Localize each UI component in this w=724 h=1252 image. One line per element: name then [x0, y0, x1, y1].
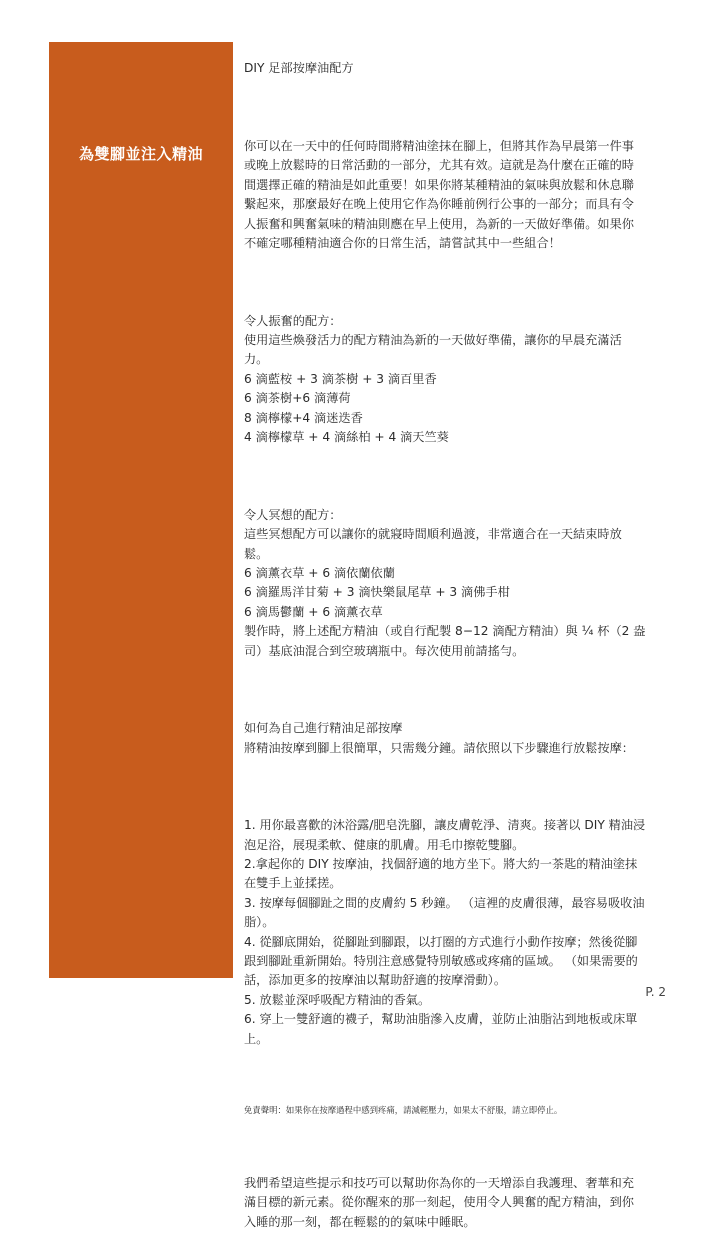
- disclaimer: 免責聲明：如果你在按摩過程中感到疼痛，請減輕壓力，如果太不舒服，請立即停止。: [244, 1104, 563, 1115]
- closing-paragraph: 我們希望這些提示和技巧可以幫助你為你的一天增添自我護理、奢華和充 滿目標的新元素。從你醒來的那一刻起，使用令人興奮的配方精油，到你 入睡的那一刻，都在輕鬆的的氣味中睡眠。: [244, 1176, 634, 1229]
- page-number: P. 2: [645, 985, 666, 999]
- meditate-recipes: 令人冥想的配方： 這些冥想配方可以讓你的就寢時間順利過渡，非常適合在一天結束時放 鬆。 6 滴薰衣草 + 6 滴依蘭依蘭 6 滴羅馬洋甘菊 + 3 滴快樂鼠尾草 + 3 滴佛手柑 6 滴馬鬱蘭 + 6 滴薰衣草 製作時，將上述配方精油（或自行配製 8−12 滴配方精油）與 ¼ 杯（2 盎 司）基底油混合到空玻璃瓶中。每次使用前請搖勻。: [244, 507, 646, 658]
- howto-intro: 如何為自己進行精油足部按摩 將精油按摩到腳上很簡單，只需幾分鐘。請依照以下步驟進行放鬆按摩：: [244, 721, 634, 755]
- sidebar-panel: [49, 42, 233, 978]
- article-body: [244, 40, 689, 1252]
- massage-steps: 1. 用你最喜歡的沐浴露/肥皂洗腳，讓皮膚乾淨、清爽。接著以 DIY 精油浸 泡足浴，展現柔軟、健康的肌膚。用毛巾擦乾雙腳。 2.拿起你的 DIY 按摩油，找個舒適的地方坐下。將大約一茶匙的精油塗抹 在雙手上並揉搓。 3. 按摩每個腳趾之間的皮膚約 5 秒鐘。 （這裡的皮膚很薄，最容易吸收油 脂）。 4. 從腳底開始，從腳趾到腳跟，以打圈的方式進行小動作按摩；然後從腳 跟到腳趾重新開始。特別注意感覺特別敏感或疼痛的區域。 （如果需要的 話，添加更多的按摩油以幫助舒適的按摩滑動）。 5. 放鬆並深呼吸配方精油的香氣。 6. 穿上一雙舒適的襪子，幫助油脂滲入皮膚，並防止油脂沾到地板或床單 上。: [244, 818, 646, 1046]
- energize-recipes: 令人振奮的配方： 使用這些煥發活力的配方精油為新的一天做好準備，讓你的早晨充滿活 力。 6 滴藍桉 + 3 滴茶樹 + 3 滴百里香 6 滴茶樹+6 滴薄荷 8 滴檸檬+4 滴迷迭香 4 滴檸檬草 + 4 滴絲柏 + 4 滴天竺葵: [244, 313, 622, 445]
- intro-paragraph: 你可以在一天中的任何時間將精油塗抹在腳上，但將其作為早晨第一件事 或晚上放鬆時的日常活動的一部分，尤其有效。這就是為什麼在正確的時 間選擇正確的精油是如此重要！如果你將某種精油的氣味與放鬆和休息聯 繫起來，那麼最好在晚上使用它作為你睡前例行公事的一部分；而具有令 人振奮和興奮氣味的精油則應在早上使用，為新的一天做好準備。如果你 不確定哪種精油適合你的日常生活，請嘗試其中一些組合！: [244, 139, 634, 251]
- article-heading: DIY 足部按摩油配方: [244, 61, 354, 76]
- section-title: 為雙腳並注入精油: [78, 145, 203, 163]
